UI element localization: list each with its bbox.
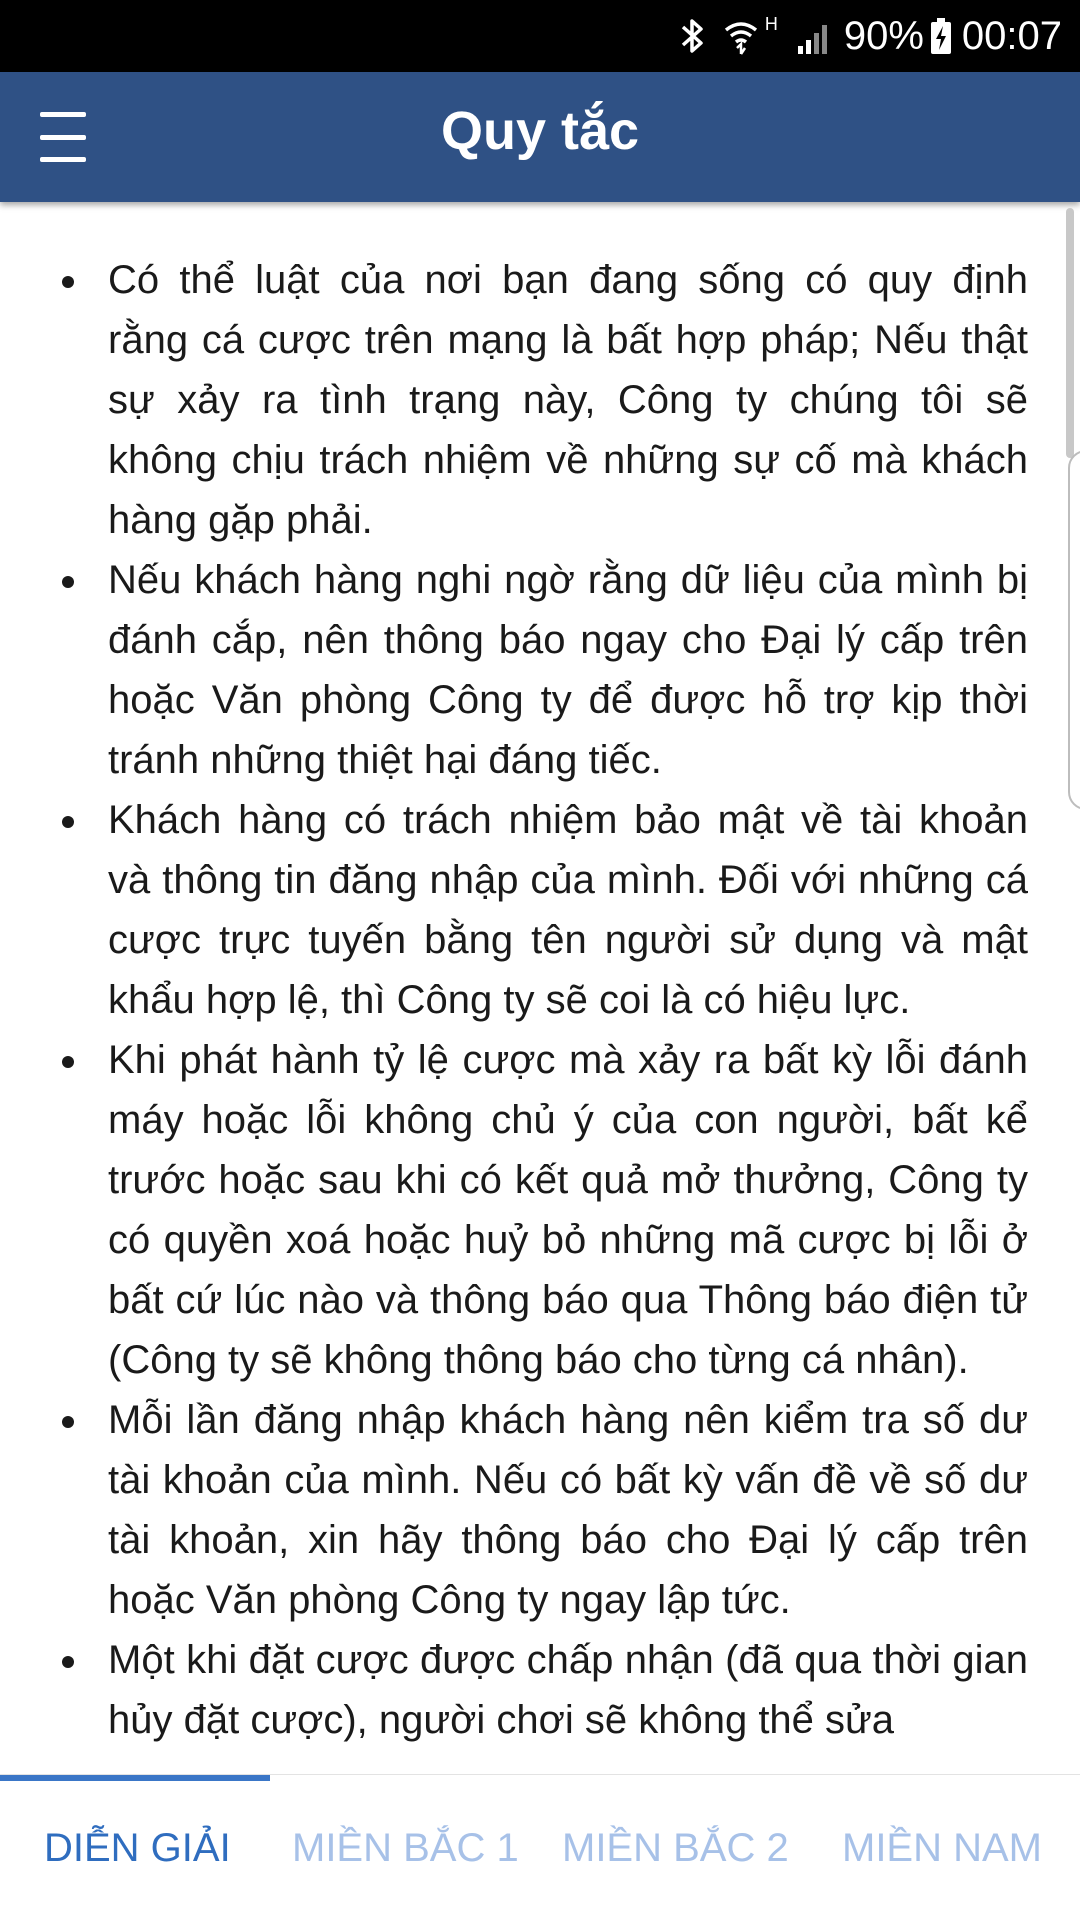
scrollbar[interactable] bbox=[1066, 208, 1074, 458]
rule-item bbox=[0, 250, 1080, 550]
bluetooth-icon bbox=[677, 16, 707, 56]
tab-mien-nam[interactable]: MIỀN NAM bbox=[842, 1825, 1042, 1870]
bullet-icon bbox=[62, 1416, 74, 1428]
signal-icon bbox=[794, 16, 834, 56]
bullet-icon bbox=[62, 576, 74, 588]
tab-bar bbox=[0, 1774, 1080, 1921]
app-bar bbox=[0, 72, 1080, 202]
rule-item bbox=[0, 790, 1080, 1030]
tab-mien-bac-1[interactable]: MIỀN BẮC 1 bbox=[292, 1825, 519, 1870]
rule-text: Khi phát hành tỷ lệ cược mà xảy ra bất kỳ lỗi đánh máy hoặc lỗi không chủ ý của con người, bất kể trước hoặc sau khi có kết quả mở thưởng, Công ty có quyền xoá hoặc huỷ bỏ những mã cược bị lỗi ở bất cứ lúc nào và thông báo qua Thông báo điện tử (Công ty sẽ không thông báo cho từng cá nhân). bbox=[108, 1038, 1028, 1382]
rule-item bbox=[0, 1030, 1080, 1390]
rules-list bbox=[0, 250, 1080, 1750]
rule-text: Một khi đặt cược được chấp nhận (đã qua thời gian hủy đặt cược), người chơi sẽ không thể sửa bbox=[108, 1638, 1028, 1742]
bullet-icon bbox=[62, 816, 74, 828]
rule-text: Khách hàng có trách nhiệm bảo mật về tài khoản và thông tin đăng nhập của mình. Đối với những cá cược trực tuyến bằng tên người sử dụng và mật khẩu hợp lệ, thì Công ty sẽ coi là có hiệu lực. bbox=[108, 798, 1028, 1022]
tab-mien-bac-2[interactable]: MIỀN BẮC 2 bbox=[562, 1825, 789, 1870]
rule-text: Có thể luật của nơi bạn đang sống có quy định rằng cá cược trên mạng là bất hợp pháp; Nếu thật sự xảy ra tình trạng này, Công ty chúng tôi sẽ không chịu trách nhiệm về những sự cố mà khách hàng gặp phải. bbox=[108, 258, 1028, 542]
edge-panel-handle[interactable] bbox=[1068, 450, 1080, 810]
battery-percent: 90% bbox=[843, 13, 924, 58]
rule-item bbox=[0, 1390, 1080, 1630]
status-bar bbox=[0, 0, 1080, 72]
rule-item bbox=[0, 1630, 1080, 1750]
bullet-icon bbox=[62, 276, 74, 288]
bullet-icon bbox=[62, 1656, 74, 1668]
rules-content[interactable] bbox=[0, 202, 1080, 1774]
rule-text: Nếu khách hàng nghi ngờ rằng dữ liệu của mình bị đánh cắp, nên thông báo ngay cho Đại lý cấp trên hoặc Văn phòng Công ty để được hỗ trợ kịp thời tránh những thiệt hại đáng tiếc. bbox=[108, 558, 1028, 782]
network-type-label: H bbox=[764, 14, 778, 34]
rule-text: Mỗi lần đăng nhập khách hàng nên kiểm tra số dư tài khoản của mình. Nếu có bất kỳ vấn đề về số dư tài khoản, xin hãy thông báo cho Đại lý cấp trên hoặc Văn phòng Công ty ngay lập tức. bbox=[108, 1398, 1028, 1622]
battery-charging-icon bbox=[930, 16, 952, 56]
clock: 00:07 bbox=[961, 13, 1062, 58]
rule-item bbox=[0, 550, 1080, 790]
page-title: Quy tắc bbox=[440, 101, 640, 161]
wifi-icon bbox=[723, 16, 759, 56]
bullet-icon bbox=[62, 1056, 74, 1068]
tab-dien-giai[interactable]: DIỄN GIẢI bbox=[44, 1825, 231, 1870]
